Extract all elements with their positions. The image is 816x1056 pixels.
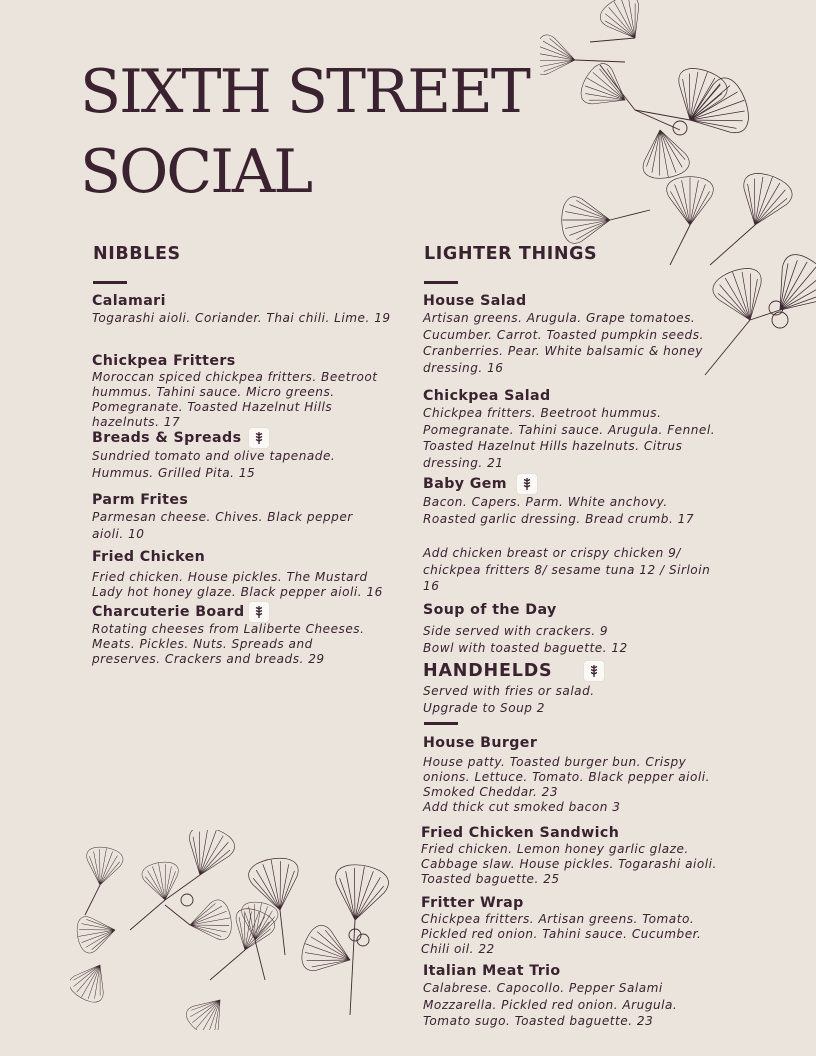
gluten-free-wheat-icon [517,474,537,494]
item-name: Chickpea Salad [423,388,551,404]
menu-item-breads-spreads [92,428,382,481]
menu-item-fried-chicken [92,548,392,600]
menu-item-chickpea-fritters [92,352,382,430]
menu-item-fried-chicken-sandwich [421,824,721,887]
section-divider [424,722,458,725]
section-divider [93,281,127,284]
menu-item-house-salad [423,292,728,376]
item-name: Charcuterie Board [92,604,245,620]
item-extra: Add thick cut smoked bacon 3 [423,800,621,814]
menu-item-chickpea-salad [423,387,723,471]
gluten-free-wheat-icon [249,602,269,622]
item-name: Soup of the Day [423,602,557,618]
ginkgo-leaves-illustration [70,830,400,1030]
item-description: Fried chicken. Lemon honey garlic glaze. Cabbage slaw. House pickles. Togarashi aioli. Toasted baguette. 25 [421,842,717,886]
item-name: Chickpea Fritters [92,353,236,369]
menu-item-parm-frites [92,491,382,542]
item-name: Fried Chicken Sandwich [421,825,620,841]
item-name: Fritter Wrap [421,895,524,911]
title-line-1: SIXTH STREET [80,57,529,127]
section-heading-nibbles: NIBBLES [93,244,181,264]
item-name: Fried Chicken [92,549,206,565]
handhelds-note: Served with fries or salad. Upgrade to Soup 2 [423,684,595,715]
menu-item-calamari [92,292,392,327]
item-description: Bacon. Capers. Parm. White anchovy. Roasted garlic dressing. Bread crumb. 17 [423,495,695,526]
menu-item-house-burger [423,734,728,815]
item-name: Italian Meat Trio [423,963,561,979]
menu-item-fritter-wrap [421,894,721,957]
protein-addon-note: Add chicken breast or crispy chicken 9/ chickpea fritters 8/ sesame tuna 12 / Sirloin 16 [423,546,711,593]
menu-item-charcuterie-board [92,602,382,667]
menu-item-baby-gem [423,474,723,527]
item-description: Fried chicken. House pickles. The Mustard Lady hot honey glaze. Black pepper aioli. 16 [92,570,383,599]
item-name: Breads & Spreads [92,430,242,446]
item-description: Sundried tomato and olive tapenade. Hummus. Grilled Pita. 15 [92,449,336,480]
section-heading-lighter-things: LIGHTER THINGS [424,244,598,264]
item-name: House Burger [423,735,538,751]
item-description: House patty. Toasted burger bun. Crispy onions. Lettuce. Tomato. Black pepper aioli. Smoked Cheddar. 23 [423,755,710,799]
item-description: Togarashi aioli. Coriander. Thai chili. Lime. 19 [92,311,391,325]
handhelds-header [423,659,723,716]
item-description: Artisan greens. Arugula. Grape tomatoes. Cucumber. Carrot. Toasted pumpkin seeds. Cranberries. Pear. White balsamic & honey dressing. 16 [423,311,704,375]
menu-item-soup-of-the-day [423,601,723,656]
item-description: Parmesan cheese. Chives. Black pepper aioli. 10 [92,510,353,541]
title-line-2: SOCIAL [80,137,312,207]
restaurant-title [80,52,529,212]
item-description: Rotating cheeses from Laliberte Cheeses. Meats. Pickles. Nuts. Spreads and preserves. Crackers and breads. 29 [92,622,365,666]
item-description: Calabrese. Capocollo. Pepper Salami Mozzarella. Pickled red onion. Arugula. Tomato sugo. Toasted baguette. 23 [423,981,678,1028]
item-name: House Salad [423,293,527,309]
item-name: Baby Gem [423,476,507,492]
section-divider [424,281,458,284]
item-description: Side served with crackers. 9 Bowl with toasted baguette. 12 [423,624,628,655]
section-heading-handhelds: HANDHELDS [423,661,553,681]
item-name: Calamari [92,293,166,309]
gluten-free-wheat-icon [249,428,269,448]
gluten-free-wheat-icon [584,661,604,681]
item-description: Chickpea fritters. Artisan greens. Tomato. Pickled red onion. Tahini sauce. Cucumber. Chili oil. 22 [421,912,702,956]
item-name: Parm Frites [92,492,189,508]
menu-item-italian-meat-trio [423,962,703,1030]
item-description: Moroccan spiced chickpea fritters. Beetroot hummus. Tahini sauce. Micro greens. Pomegranate. Toasted Hazelnut Hills hazelnuts. 17 [92,370,378,429]
item-description: Chickpea fritters. Beetroot hummus. Pomegranate. Tahini sauce. Arugula. Fennel. Toasted Hazelnut Hills hazelnuts. Citrus dressing. 21 [423,406,716,470]
